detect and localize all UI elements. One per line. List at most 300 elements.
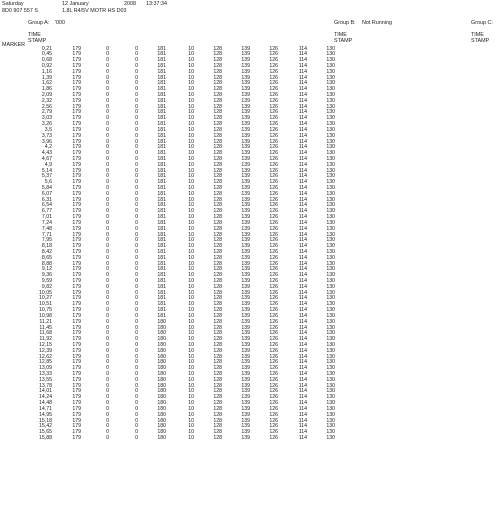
value-cell-3: 0 [135, 400, 138, 407]
group-b-time-header-line1: TIME [334, 32, 347, 38]
value-cell-4: 181 [157, 80, 166, 87]
value-cell-5: 10 [188, 336, 194, 343]
value-cell-3: 0 [135, 161, 138, 168]
value-cell-1: 179 [72, 289, 81, 296]
value-cell-4: 181 [157, 179, 166, 186]
value-cell-5: 10 [188, 248, 194, 255]
value-cell-10: 130 [326, 202, 335, 209]
value-cell-8: 126 [269, 231, 278, 238]
value-cell-5: 10 [188, 103, 194, 110]
value-cell-5: 10 [188, 161, 194, 168]
value-cell-8: 126 [269, 283, 278, 290]
value-cell-1: 179 [72, 97, 81, 104]
value-cell-5: 10 [188, 388, 194, 395]
value-cell-7: 139 [241, 307, 250, 314]
value-cell-10: 130 [326, 347, 335, 354]
value-cell-9: 114 [298, 115, 307, 122]
value-cell-5: 10 [188, 231, 194, 238]
time-stamp-cell: 12,62 [39, 353, 52, 360]
value-cell-6: 128 [213, 376, 222, 383]
value-cell-1: 179 [72, 400, 81, 407]
value-cell-3: 0 [135, 80, 138, 87]
value-cell-4: 181 [157, 121, 166, 128]
value-cell-1: 179 [72, 254, 81, 261]
value-cell-9: 114 [298, 324, 307, 331]
value-cell-8: 126 [269, 405, 278, 412]
value-cell-6: 128 [213, 155, 222, 162]
value-cell-2: 0 [106, 411, 109, 418]
value-cell-5: 10 [188, 225, 194, 232]
value-cell-2: 0 [106, 330, 109, 337]
value-cell-3: 0 [135, 74, 138, 81]
value-cell-5: 10 [188, 330, 194, 337]
value-cell-1: 179 [72, 132, 81, 139]
time-stamp-cell: 10,27 [39, 295, 52, 302]
value-cell-6: 128 [213, 185, 222, 191]
value-cell-2: 0 [106, 283, 109, 290]
value-cell-6: 128 [213, 231, 222, 238]
time-stamp-cell: 3,03 [41, 115, 52, 122]
report-day: Saturday [2, 1, 24, 7]
value-cell-10: 130 [326, 126, 335, 133]
value-cell-5: 10 [188, 202, 194, 209]
value-cell-9: 114 [298, 278, 307, 284]
value-cell-1: 179 [72, 266, 81, 273]
value-cell-10: 130 [326, 167, 335, 174]
value-cell-1: 179 [72, 86, 81, 93]
value-cell-2: 0 [106, 289, 109, 296]
value-cell-8: 126 [269, 254, 278, 261]
time-stamp-cell: 7,71 [41, 231, 52, 238]
value-cell-8: 126 [269, 144, 278, 151]
value-cell-2: 0 [106, 74, 109, 81]
value-cell-10: 130 [326, 405, 335, 412]
time-stamp-cell: 3,26 [41, 121, 52, 128]
value-cell-2: 0 [106, 150, 109, 157]
value-cell-4: 181 [157, 126, 166, 133]
value-cell-10: 130 [326, 353, 335, 360]
value-cell-10: 130 [326, 423, 335, 430]
value-cell-5: 10 [188, 121, 194, 128]
value-cell-10: 130 [326, 417, 335, 424]
value-cell-9: 114 [298, 301, 307, 308]
time-stamp-cell: 0,92 [41, 62, 52, 69]
value-cell-8: 126 [269, 150, 278, 157]
value-cell-7: 139 [241, 45, 250, 52]
value-cell-1: 179 [72, 179, 81, 186]
value-cell-6: 128 [213, 219, 222, 226]
value-cell-8: 126 [269, 132, 278, 139]
value-cell-3: 0 [135, 92, 138, 98]
value-cell-6: 128 [213, 405, 222, 412]
value-cell-4: 181 [157, 74, 166, 81]
value-cell-5: 10 [188, 295, 194, 302]
value-cell-8: 126 [269, 155, 278, 162]
value-cell-10: 130 [326, 196, 335, 203]
value-cell-9: 114 [298, 341, 307, 348]
value-cell-10: 130 [326, 307, 335, 314]
value-cell-6: 128 [213, 167, 222, 174]
value-cell-1: 179 [72, 92, 81, 98]
value-cell-2: 0 [106, 126, 109, 133]
time-stamp-cell: 14,01 [39, 388, 52, 395]
value-cell-1: 179 [72, 237, 81, 244]
value-cell-5: 10 [188, 301, 194, 308]
value-cell-4: 181 [157, 45, 166, 52]
value-cell-1: 179 [72, 301, 81, 308]
value-cell-7: 139 [241, 388, 250, 395]
value-cell-3: 0 [135, 434, 138, 441]
time-stamp-cell: 5,6 [44, 179, 52, 186]
value-cell-2: 0 [106, 371, 109, 377]
value-cell-4: 181 [157, 115, 166, 122]
value-cell-1: 179 [72, 219, 81, 226]
value-cell-9: 114 [298, 167, 307, 174]
value-cell-8: 126 [269, 301, 278, 308]
value-cell-10: 130 [326, 121, 335, 128]
value-cell-8: 126 [269, 365, 278, 372]
value-cell-5: 10 [188, 62, 194, 69]
value-cell-9: 114 [298, 185, 307, 191]
value-cell-7: 139 [241, 295, 250, 302]
value-cell-4: 181 [157, 248, 166, 255]
value-cell-3: 0 [135, 382, 138, 389]
value-cell-6: 128 [213, 45, 222, 52]
value-cell-7: 139 [241, 278, 250, 284]
time-stamp-cell: 2,56 [41, 103, 52, 110]
time-stamp-cell: 8,65 [41, 254, 52, 261]
value-cell-4: 180 [157, 365, 166, 372]
value-cell-8: 126 [269, 103, 278, 110]
value-cell-6: 128 [213, 161, 222, 168]
value-cell-4: 181 [157, 266, 166, 273]
group-a-label: Group A: [28, 20, 50, 26]
value-cell-6: 128 [213, 51, 222, 58]
value-cell-2: 0 [106, 109, 109, 116]
value-cell-8: 126 [269, 429, 278, 436]
value-cell-5: 10 [188, 155, 194, 162]
value-cell-6: 128 [213, 144, 222, 151]
value-cell-4: 181 [157, 155, 166, 162]
value-cell-1: 179 [72, 150, 81, 157]
time-stamp-cell: 3,73 [41, 132, 52, 139]
value-cell-10: 130 [326, 336, 335, 343]
value-cell-5: 10 [188, 376, 194, 383]
value-cell-2: 0 [106, 225, 109, 232]
value-cell-1: 179 [72, 51, 81, 58]
value-cell-2: 0 [106, 400, 109, 407]
value-cell-9: 114 [298, 121, 307, 128]
value-cell-2: 0 [106, 341, 109, 348]
value-cell-7: 139 [241, 237, 250, 244]
value-cell-4: 180 [157, 429, 166, 436]
value-cell-6: 128 [213, 237, 222, 244]
value-cell-9: 114 [298, 196, 307, 203]
value-cell-1: 179 [72, 214, 81, 221]
time-stamp-cell: 13,55 [39, 376, 52, 383]
value-cell-7: 139 [241, 318, 250, 325]
value-cell-9: 114 [298, 45, 307, 52]
value-cell-5: 10 [188, 283, 194, 290]
value-cell-3: 0 [135, 295, 138, 302]
value-cell-9: 114 [298, 434, 307, 441]
value-cell-7: 139 [241, 411, 250, 418]
value-cell-4: 181 [157, 278, 166, 284]
value-cell-3: 0 [135, 51, 138, 58]
value-cell-7: 139 [241, 254, 250, 261]
value-cell-6: 128 [213, 115, 222, 122]
value-cell-1: 179 [72, 318, 81, 325]
value-cell-4: 180 [157, 341, 166, 348]
value-cell-8: 126 [269, 121, 278, 128]
value-cell-3: 0 [135, 324, 138, 331]
value-cell-10: 130 [326, 68, 335, 75]
value-cell-10: 130 [326, 388, 335, 395]
value-cell-8: 126 [269, 202, 278, 209]
value-cell-6: 128 [213, 208, 222, 215]
value-cell-3: 0 [135, 208, 138, 215]
value-cell-9: 114 [298, 86, 307, 93]
value-cell-8: 126 [269, 74, 278, 81]
value-cell-4: 181 [157, 208, 166, 215]
value-cell-3: 0 [135, 266, 138, 273]
value-cell-10: 130 [326, 57, 335, 64]
value-cell-3: 0 [135, 289, 138, 296]
value-cell-9: 114 [298, 109, 307, 116]
time-stamp-cell: 11,21 [39, 318, 52, 325]
value-cell-2: 0 [106, 62, 109, 69]
value-cell-3: 0 [135, 68, 138, 75]
value-cell-8: 126 [269, 92, 278, 98]
value-cell-6: 128 [213, 417, 222, 424]
value-cell-1: 179 [72, 388, 81, 395]
value-cell-6: 128 [213, 371, 222, 377]
value-cell-9: 114 [298, 51, 307, 58]
value-cell-10: 130 [326, 266, 335, 273]
value-cell-9: 114 [298, 202, 307, 209]
value-cell-3: 0 [135, 318, 138, 325]
value-cell-3: 0 [135, 376, 138, 383]
value-cell-8: 126 [269, 400, 278, 407]
value-cell-5: 10 [188, 219, 194, 226]
value-cell-5: 10 [188, 173, 194, 180]
time-stamp-cell: 2,32 [41, 97, 52, 104]
value-cell-6: 128 [213, 248, 222, 255]
value-cell-1: 179 [72, 324, 81, 331]
value-cell-4: 181 [157, 312, 166, 319]
value-cell-1: 179 [72, 196, 81, 203]
time-stamp-cell: 10,51 [39, 301, 52, 308]
value-cell-6: 128 [213, 121, 222, 128]
value-cell-9: 114 [298, 62, 307, 69]
value-cell-8: 126 [269, 214, 278, 221]
value-cell-7: 139 [241, 423, 250, 430]
value-cell-1: 179 [72, 173, 81, 180]
value-cell-8: 126 [269, 382, 278, 389]
value-cell-5: 10 [188, 86, 194, 93]
value-cell-6: 128 [213, 330, 222, 337]
value-cell-5: 10 [188, 278, 194, 284]
value-cell-3: 0 [135, 57, 138, 64]
value-cell-1: 179 [72, 278, 81, 284]
value-cell-4: 180 [157, 394, 166, 401]
value-cell-6: 128 [213, 243, 222, 250]
value-cell-10: 130 [326, 185, 335, 191]
value-cell-3: 0 [135, 248, 138, 255]
value-cell-9: 114 [298, 272, 307, 279]
value-cell-5: 10 [188, 179, 194, 186]
value-cell-7: 139 [241, 434, 250, 441]
value-cell-9: 114 [298, 405, 307, 412]
value-cell-1: 179 [72, 347, 81, 354]
value-cell-10: 130 [326, 190, 335, 197]
value-cell-8: 126 [269, 376, 278, 383]
value-cell-7: 139 [241, 400, 250, 407]
value-cell-7: 139 [241, 150, 250, 157]
value-cell-6: 128 [213, 214, 222, 221]
time-stamp-cell: 13,78 [39, 382, 52, 389]
value-cell-10: 130 [326, 51, 335, 58]
time-stamp-cell: 6,77 [41, 208, 52, 215]
time-stamp-cell: 10,75 [39, 307, 52, 314]
value-cell-9: 114 [298, 132, 307, 139]
value-cell-3: 0 [135, 237, 138, 244]
value-cell-9: 114 [298, 429, 307, 436]
time-stamp-cell: 3,5 [44, 126, 52, 133]
value-cell-5: 10 [188, 208, 194, 215]
value-cell-2: 0 [106, 138, 109, 145]
value-cell-2: 0 [106, 185, 109, 191]
value-cell-7: 139 [241, 80, 250, 87]
time-stamp-cell: 6,31 [41, 196, 52, 203]
value-cell-6: 128 [213, 74, 222, 81]
value-cell-5: 10 [188, 196, 194, 203]
value-cell-9: 114 [298, 208, 307, 215]
value-cell-5: 10 [188, 411, 194, 418]
value-cell-1: 179 [72, 202, 81, 209]
value-cell-4: 181 [157, 185, 166, 191]
value-cell-3: 0 [135, 301, 138, 308]
value-cell-7: 139 [241, 330, 250, 337]
value-cell-7: 139 [241, 179, 250, 186]
value-cell-6: 128 [213, 150, 222, 157]
value-cell-9: 114 [298, 190, 307, 197]
value-cell-2: 0 [106, 248, 109, 255]
time-stamp-cell: 12,85 [39, 359, 52, 366]
value-cell-2: 0 [106, 97, 109, 104]
value-cell-3: 0 [135, 243, 138, 250]
value-cell-2: 0 [106, 272, 109, 279]
value-cell-2: 0 [106, 45, 109, 52]
value-cell-1: 179 [72, 283, 81, 290]
value-cell-2: 0 [106, 423, 109, 430]
value-cell-8: 126 [269, 411, 278, 418]
value-cell-9: 114 [298, 155, 307, 162]
value-cell-4: 180 [157, 359, 166, 366]
value-cell-6: 128 [213, 126, 222, 133]
value-cell-4: 181 [157, 92, 166, 98]
value-cell-3: 0 [135, 155, 138, 162]
value-cell-6: 128 [213, 341, 222, 348]
time-stamp-cell: 12,15 [39, 341, 52, 348]
value-cell-6: 128 [213, 103, 222, 110]
value-cell-8: 126 [269, 80, 278, 87]
value-cell-1: 179 [72, 57, 81, 64]
value-cell-1: 179 [72, 376, 81, 383]
value-cell-10: 130 [326, 283, 335, 290]
value-cell-7: 139 [241, 225, 250, 232]
value-cell-9: 114 [298, 312, 307, 319]
value-cell-1: 179 [72, 359, 81, 366]
value-cell-1: 179 [72, 295, 81, 302]
value-cell-7: 139 [241, 126, 250, 133]
value-cell-1: 179 [72, 365, 81, 372]
value-cell-1: 179 [72, 394, 81, 401]
value-cell-9: 114 [298, 173, 307, 180]
value-cell-5: 10 [188, 74, 194, 81]
value-cell-5: 10 [188, 92, 194, 98]
group-b-value: Not Running [362, 20, 392, 26]
value-cell-7: 139 [241, 371, 250, 377]
value-cell-10: 130 [326, 248, 335, 255]
value-cell-3: 0 [135, 150, 138, 157]
value-cell-2: 0 [106, 307, 109, 314]
value-cell-7: 139 [241, 341, 250, 348]
value-cell-3: 0 [135, 115, 138, 122]
value-cell-8: 126 [269, 68, 278, 75]
value-cell-4: 180 [157, 411, 166, 418]
value-cell-1: 179 [72, 126, 81, 133]
value-cell-9: 114 [298, 92, 307, 98]
value-cell-5: 10 [188, 243, 194, 250]
value-cell-3: 0 [135, 138, 138, 145]
value-cell-4: 181 [157, 173, 166, 180]
value-cell-6: 128 [213, 324, 222, 331]
value-cell-3: 0 [135, 417, 138, 424]
device-id: 8D0 907 557 S [2, 8, 38, 14]
value-cell-4: 180 [157, 400, 166, 407]
value-cell-9: 114 [298, 283, 307, 290]
value-cell-6: 128 [213, 179, 222, 186]
value-cell-5: 10 [188, 347, 194, 354]
value-cell-6: 128 [213, 434, 222, 441]
value-cell-2: 0 [106, 266, 109, 273]
value-cell-4: 181 [157, 260, 166, 267]
value-cell-3: 0 [135, 185, 138, 191]
value-cell-4: 181 [157, 307, 166, 314]
time-stamp-cell: 15,88 [39, 434, 52, 441]
value-cell-7: 139 [241, 283, 250, 290]
value-cell-10: 130 [326, 45, 335, 52]
value-cell-3: 0 [135, 219, 138, 226]
value-cell-3: 0 [135, 103, 138, 110]
value-cell-7: 139 [241, 74, 250, 81]
time-stamp-cell: 15,42 [39, 423, 52, 430]
value-cell-9: 114 [298, 57, 307, 64]
value-cell-1: 179 [72, 417, 81, 424]
value-cell-6: 128 [213, 365, 222, 372]
value-cell-8: 126 [269, 225, 278, 232]
value-cell-2: 0 [106, 219, 109, 226]
value-cell-5: 10 [188, 307, 194, 314]
value-cell-1: 179 [72, 411, 81, 418]
value-cell-3: 0 [135, 126, 138, 133]
value-cell-7: 139 [241, 57, 250, 64]
value-cell-7: 139 [241, 359, 250, 366]
value-cell-2: 0 [106, 190, 109, 197]
value-cell-3: 0 [135, 359, 138, 366]
value-cell-7: 139 [241, 336, 250, 343]
